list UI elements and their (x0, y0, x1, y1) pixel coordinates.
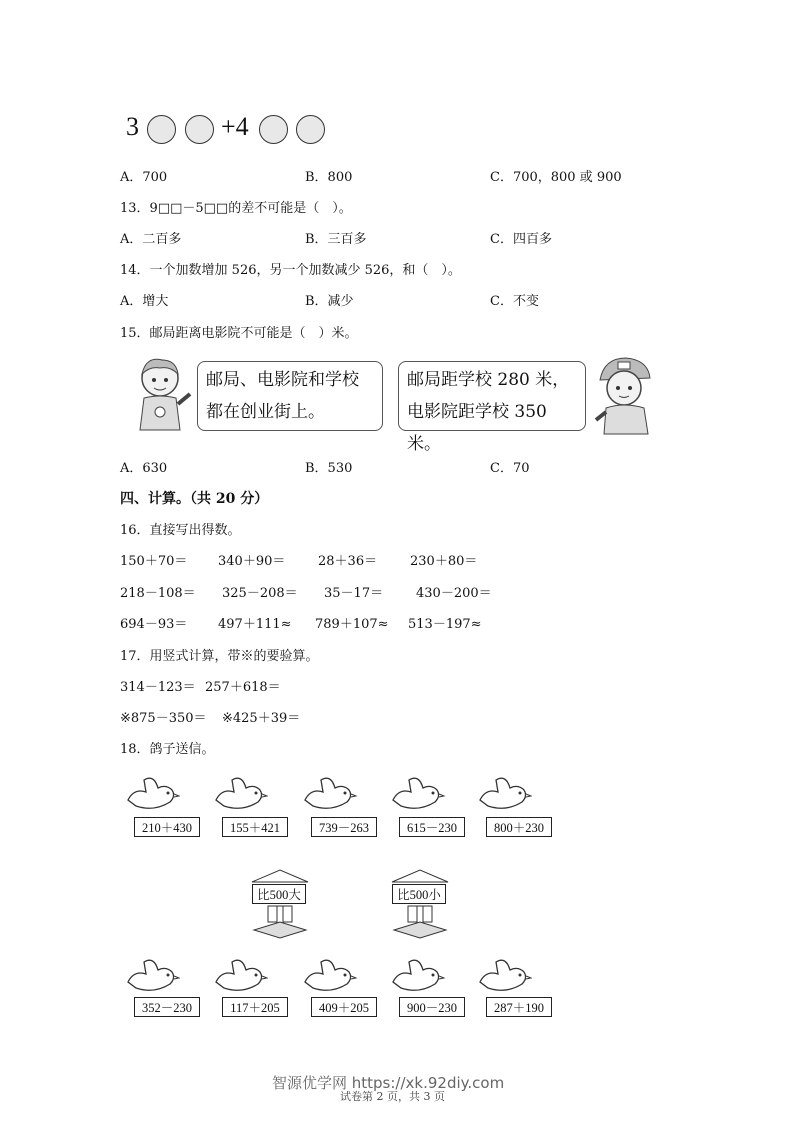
watermark: 智源优学网 https://xk.92diy.com (272, 1074, 505, 1092)
pigeon-letter-label: 800＋230 (486, 817, 552, 837)
q16-item: 150＋70＝ (120, 554, 188, 569)
q15-option-a: A．630 (120, 461, 168, 476)
speech-bubble-right (398, 361, 586, 454)
q15-option-b: B．530 (305, 461, 353, 476)
q16-item: 28＋36＝ (318, 554, 378, 569)
pigeon-letter-label: 900－230 (399, 997, 465, 1017)
pigeon-letter-label: 739－263 (311, 817, 377, 837)
q16-item: 340＋90＝ (218, 554, 286, 569)
q13-option-c: C．四百多 (490, 232, 552, 247)
mailbox-label: 比500小 (392, 884, 446, 904)
q14-option-b: B．减少 (305, 294, 354, 309)
q14-text: 14．一个加数增加 526，另一个加数减少 526，和（ ）。 (120, 263, 461, 278)
q16-item: 325－208＝ (222, 586, 298, 601)
pigeon-icon (212, 774, 268, 818)
pigeon-icon (124, 774, 180, 818)
pigeon-icon (124, 956, 180, 1000)
q17-item: 257＋618＝ (205, 680, 281, 695)
pigeon-letter-label: 210＋430 (134, 817, 200, 837)
q17-item: 314－123＝ (120, 680, 196, 695)
q16-item: 789＋107≈ (315, 617, 389, 632)
q16-item: 218－108＝ (120, 586, 196, 601)
speech-bubble-left (197, 361, 383, 431)
q12-option-b: B．800 (305, 170, 353, 185)
q14-option-a: A．增大 (120, 294, 169, 309)
pigeon-icon (301, 956, 357, 1000)
q17-item: ※425＋39＝ (222, 711, 301, 726)
bubble-line: 电影院距学校 350 米。 (407, 402, 547, 454)
q14-option-c: C．不变 (490, 294, 539, 309)
blank-circle (147, 115, 176, 144)
pigeon-icon (389, 774, 445, 818)
pigeon-letter-label: 409＋205 (311, 997, 377, 1017)
bubble-line: 都在创业街上。 (206, 402, 325, 422)
q17-item: ※875－350＝ (120, 711, 207, 726)
q16-item: 497＋111≈ (218, 617, 292, 632)
q16-item: 513－197≈ (408, 617, 482, 632)
pigeon-letter-label: 117＋205 (222, 997, 288, 1017)
q12-option-a: A．700 (120, 170, 168, 185)
q17-text: 17．用竖式计算，带※的要验算。 (120, 649, 319, 664)
blank-circle (259, 115, 288, 144)
q15-text: 15．邮局距离电影院不可能是（ ）米。 (120, 326, 358, 341)
q18-text: 18．鸽子送信。 (120, 742, 215, 757)
q12-digit: 3 (126, 112, 139, 141)
pigeon-icon (212, 956, 268, 1000)
q16-item: 694－93＝ (120, 617, 188, 632)
page-number: 试卷第 2 页，共 3 页 (340, 1090, 445, 1103)
q13-option-b: B．三百多 (305, 232, 367, 247)
q15-option-c: C．70 (490, 461, 530, 476)
pigeon-icon (476, 956, 532, 1000)
pigeon-icon (301, 774, 357, 818)
mailbox-label: 比500大 (252, 884, 306, 904)
q12-option-c: C．700，800 或 900 (490, 170, 622, 185)
q16-item: 430－200＝ (416, 586, 492, 601)
blank-circle (185, 115, 214, 144)
pigeon-letter-label: 155＋421 (222, 817, 288, 837)
q13-text: 13．9□□－5□□的差不可能是（ ）。 (120, 201, 352, 216)
q13-option-a: A．二百多 (120, 232, 182, 247)
q16-item: 230＋80＝ (410, 554, 478, 569)
boy-illustration (130, 354, 200, 434)
q16-text: 16．直接写出得数。 (120, 523, 241, 538)
pigeon-letter-label: 287＋190 (486, 997, 552, 1017)
child-with-cap-illustration (590, 354, 660, 436)
bubble-line: 邮局、电影院和学校 (206, 370, 359, 390)
pigeon-icon (476, 774, 532, 818)
bubble-line: 邮局距学校 280 米， (407, 370, 570, 390)
q16-item: 35－17＝ (324, 586, 384, 601)
blank-circle (296, 115, 325, 144)
pigeon-icon (389, 956, 445, 1000)
section-title: 四、计算。（共 20 分） (120, 491, 269, 507)
pigeon-letter-label: 352－230 (134, 997, 200, 1017)
q12-plus-part: +4 (221, 112, 249, 141)
pigeon-letter-label: 615－230 (399, 817, 465, 837)
